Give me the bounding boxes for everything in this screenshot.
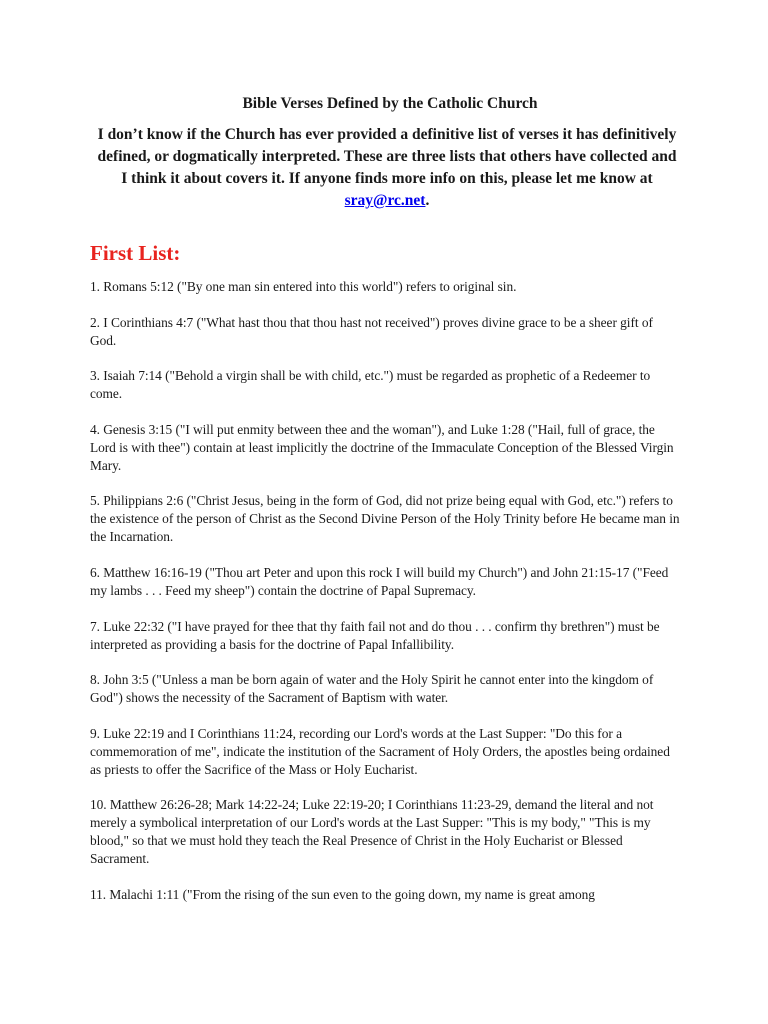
list-item: 9. Luke 22:19 and I Corinthians 11:24, recording our Lord's words at the Last Supper: "Do this for a commemoration of me", indicate the institution of the Sacrament of Holy Orders, the apostles being ordained as priests to offer the Sacrifice of the Mass or Holy Eucharist. xyxy=(90,725,670,777)
document-page xyxy=(90,94,680,922)
list-item: 3. Isaiah 7:14 ("Behold a virgin shall be with child, etc.") must be regarded as prophetic of a Redeemer to come. xyxy=(90,368,651,402)
intro-paragraph xyxy=(90,124,680,212)
list-heading: First List: xyxy=(90,241,181,265)
list-item: 10. Matthew 26:26-28; Mark 14:22-24; Luke 22:19-20; I Corinthians 11:23-29, demand the literal and not merely a symbolical interpretation of our Lord's words at the Last Supper: "This is my body," "This is my blood," so that we must hold they teach the Real Presence of Christ in the Holy Eucharist or Blessed Sacrament. xyxy=(90,797,654,867)
list-item: 5. Philippians 2:6 ("Christ Jesus, being in the form of God, did not prize being equal with God, etc.") refers to the existence of the person of Christ as the Second Divine Person of the Holy Trinity before He became man in the Incarnation. xyxy=(90,493,680,545)
list-item: 7. Luke 22:32 ("I have prayed for thee that thy faith fail not and do thou . . . confirm thy brethren") must be interpreted as providing a basis for the doctrine of Papal Infallibility. xyxy=(90,618,660,652)
verse-list xyxy=(90,278,680,904)
list-item: 11. Malachi 1:11 ("From the rising of the sun even to the going down, my name is great among xyxy=(90,886,595,902)
list-item: 6. Matthew 16:16-19 ("Thou art Peter and upon this rock I will build my Church") and John 21:15-17 ("Feed my lambs . . . Feed my sheep") contain the doctrine of Papal Supremacy. xyxy=(90,564,669,598)
intro-end: . xyxy=(425,192,430,209)
email-link[interactable]: sray@rc.net xyxy=(344,192,426,209)
list-item: 2. I Corinthians 4:7 ("What hast thou that thou hast not received") proves divine grace to be a sheer gift of God. xyxy=(90,314,653,348)
list-item: 4. Genesis 3:15 ("I will put enmity between thee and the woman"), and Luke 1:28 ("Hail, full of grace, the Lord is with thee") contain at least implicitly the doctrine of the Immaculate Conception of the Blessed Virgin Mary. xyxy=(90,421,674,473)
list-item: 1. Romans 5:12 ("By one man sin entered into this world") refers to original sin. xyxy=(90,279,517,294)
list-item: 8. John 3:5 ("Unless a man be born again of water and the Holy Spirit he cannot enter into the kingdom of God") shows the necessity of the Sacrament of Baptism with water. xyxy=(90,672,654,706)
intro-text: I don’t know if the Church has ever provided a definitive list of verses it has definitively defined, or dogmatically interpreted. These are three lists that others have collected and I think it about covers it. If anyone finds more info on this, please let me know at xyxy=(97,126,677,187)
document-title: Bible Verses Defined by the Catholic Church xyxy=(242,95,538,112)
